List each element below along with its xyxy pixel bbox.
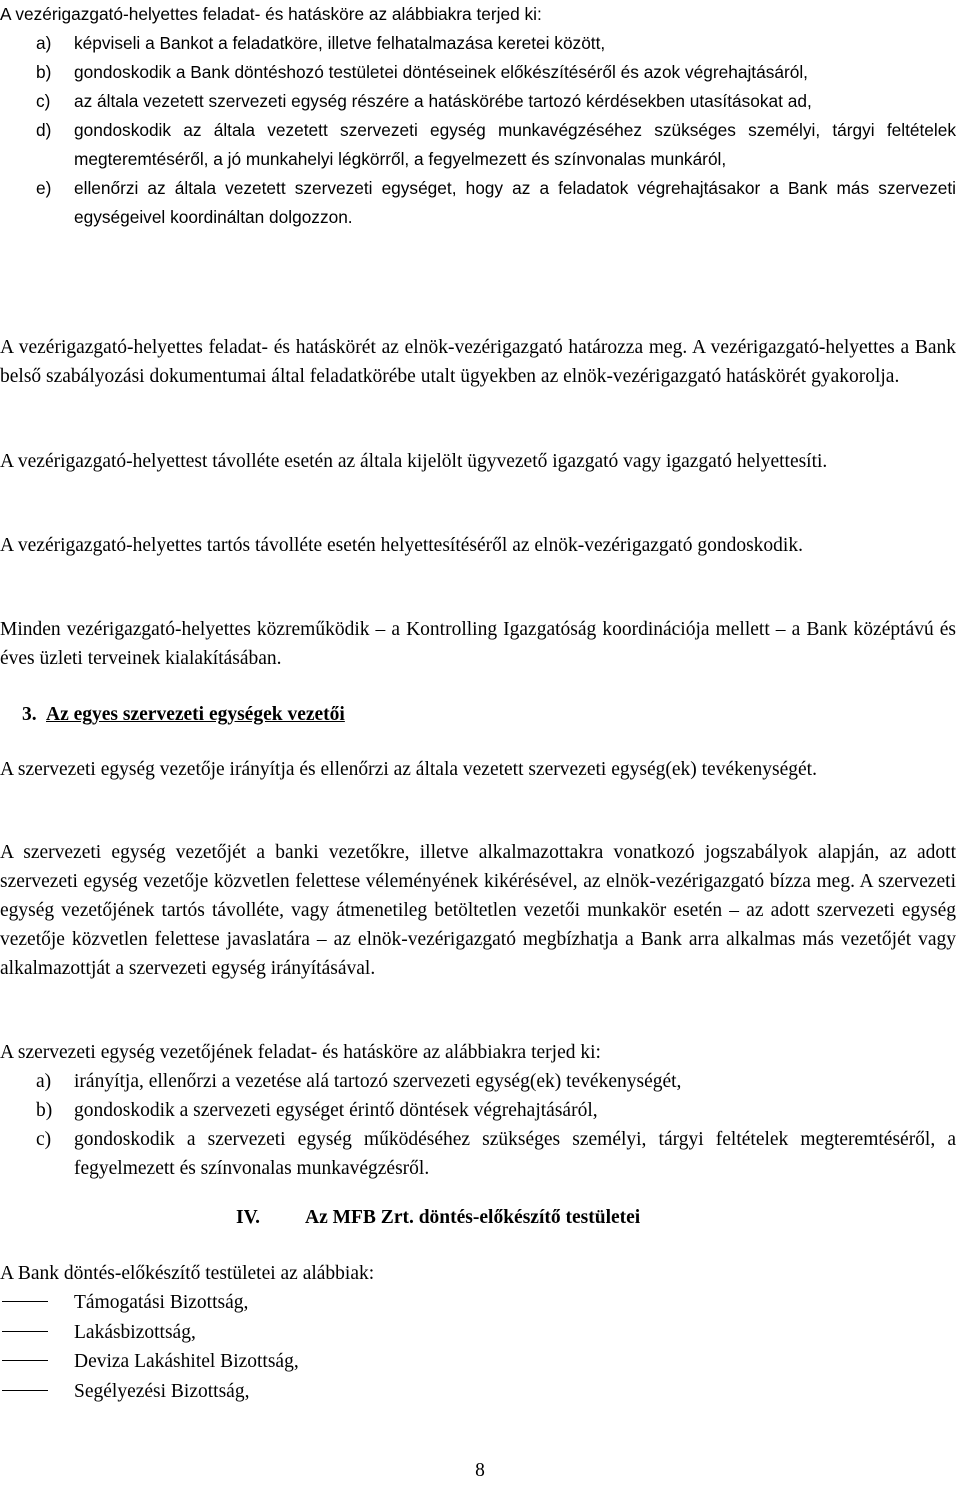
section-title: Az egyes szervezeti egységek vezetői <box>46 704 345 725</box>
unit-head-duties-block <box>0 1038 956 1183</box>
deputy-duties-intro: A vezérigazgató-helyettes feladat- és hatásköre az alábbiakra terjed ki: <box>0 4 542 24</box>
committee-name: Deviza Lakáshitel Bizottság, <box>74 1351 299 1372</box>
paragraph: A vezérigazgató-helyettes tartós távolléte esetén helyettesítéséről az elnök-vezérigazgató gondoskodik. <box>0 535 803 556</box>
dash-bullet-icon <box>0 1377 74 1406</box>
paragraph: A szervezeti egység vezetőjét a banki vezetőkre, illetve alkalmazottakra vonatkozó jogszabályok alapján, az adott szervezeti egység vezetője közvetlen felettese véleményének kikérésével, az elnök-vezérigazgató bízza meg. A szervezeti egység vezetőjének tartós távolléte, vagy átmenetileg betöltetlen vezetői munkakör esetén – az adott szervezeti egység vezetője közvetlen felettese javaslatára – az elnök-vezérigazgató megbízhatja a Bank arra alkalmas más vezetőjét vagy alkalmazottját a szervezeti egység irányításával. <box>0 842 956 979</box>
list-item <box>0 1125 956 1183</box>
list-marker: a) <box>36 1071 52 1092</box>
section-number: 3. <box>22 704 37 725</box>
chapter-title: Az MFB Zrt. döntés-előkészítő testületei <box>305 1207 641 1228</box>
deputy-duties-block <box>0 0 956 232</box>
list-item-text: irányítja, ellenőrzi a vezetése alá tartozó szervezeti egység(ek) tevékenységét, <box>74 1071 682 1092</box>
list-item <box>0 1288 400 1317</box>
list-item <box>0 1067 956 1096</box>
list-item <box>0 1377 400 1406</box>
list-item <box>0 87 956 116</box>
list-item <box>0 1347 400 1376</box>
paragraph: A vezérigazgató-helyettes feladat- és hatáskörét az elnök-vezérigazgató határozza meg. A vezérigazgató-helyettes a Bank belső szabályozási dokumentumai által feladatkörébe utalt ügyekben az elnök-vezérigazgató hatáskörét gyakorolja. <box>0 337 956 387</box>
list-item <box>0 116 956 174</box>
list-item-text: gondoskodik a Bank döntéshozó testületei döntéseinek előkészítéséről és azok végrehajtásáról, <box>74 62 808 82</box>
list-marker: a) <box>36 33 52 53</box>
dash-bullet-icon <box>0 1318 74 1347</box>
list-item <box>0 58 956 87</box>
list-marker: c) <box>36 1129 52 1150</box>
committees-intro: A Bank döntés-előkészítő testületei az alábbiak: <box>0 1263 375 1284</box>
list-item-text: gondoskodik a szervezeti egység működéséhez szükséges személyi, tárgyi feltételek megteremtéséről, a fegyelmezett és színvonalas munkavégzésről. <box>74 1129 956 1179</box>
list-marker: e) <box>36 178 52 198</box>
list-item-text: az általa vezetett szervezeti egység részére a hatáskörébe tartozó kérdésekben utasításokat ad, <box>74 91 812 111</box>
paragraph: A vezérigazgató-helyettest távolléte esetén az általa kijelölt ügyvezető igazgató vagy igazgató helyettesíti. <box>0 451 828 472</box>
committee-name: Támogatási Bizottság, <box>74 1292 249 1313</box>
dash-bullet-icon <box>0 1288 74 1317</box>
list-item-text: képviseli a Bankot a feladatköre, illetve felhatalmazása keretei között, <box>74 33 606 53</box>
paragraph: A szervezeti egység vezetője irányítja és ellenőrzi az általa vezetett szervezeti egység(ek) tevékenységét. <box>0 759 817 780</box>
list-item-text: gondoskodik a szervezeti egységet érintő döntések végrehajtásáról, <box>74 1100 598 1121</box>
committee-name: Segélyezési Bizottság, <box>74 1381 250 1402</box>
list-item-text: gondoskodik az általa vezetett szervezeti egység munkavégzéséhez szükséges személyi, tárgyi feltételek megteremtéséről, a jó munkahelyi légkörről, a fegyelmezett és színvonalas munkáról, <box>74 120 956 169</box>
list-item <box>0 174 956 232</box>
dash-bullet-icon <box>0 1347 74 1376</box>
committee-name: Lakásbizottság, <box>74 1322 196 1343</box>
list-marker: c) <box>36 91 51 111</box>
page-number: 8 <box>475 1460 485 1481</box>
list-item <box>0 29 956 58</box>
list-marker: b) <box>36 62 52 82</box>
list-marker: d) <box>36 120 52 140</box>
list-marker: b) <box>36 1100 53 1121</box>
unit-head-duties-intro: A szervezeti egység vezetőjének feladat- és hatásköre az alábbiakra terjed ki: <box>0 1042 601 1063</box>
list-item <box>0 1096 956 1125</box>
paragraph: Minden vezérigazgató-helyettes közreműködik – a Kontrolling Igazgatóság koordinációja mellett – a Bank középtávú és éves üzleti terveinek kialakításában. <box>0 619 956 669</box>
list-item <box>0 1318 400 1347</box>
list-item-text: ellenőrzi az általa vezetett szervezeti egységet, hogy az a feladatok végrehajtásakor a Bank más szervezeti egységeivel koordináltan dolgozzon. <box>74 178 956 227</box>
chapter-number: IV. <box>236 1207 261 1228</box>
